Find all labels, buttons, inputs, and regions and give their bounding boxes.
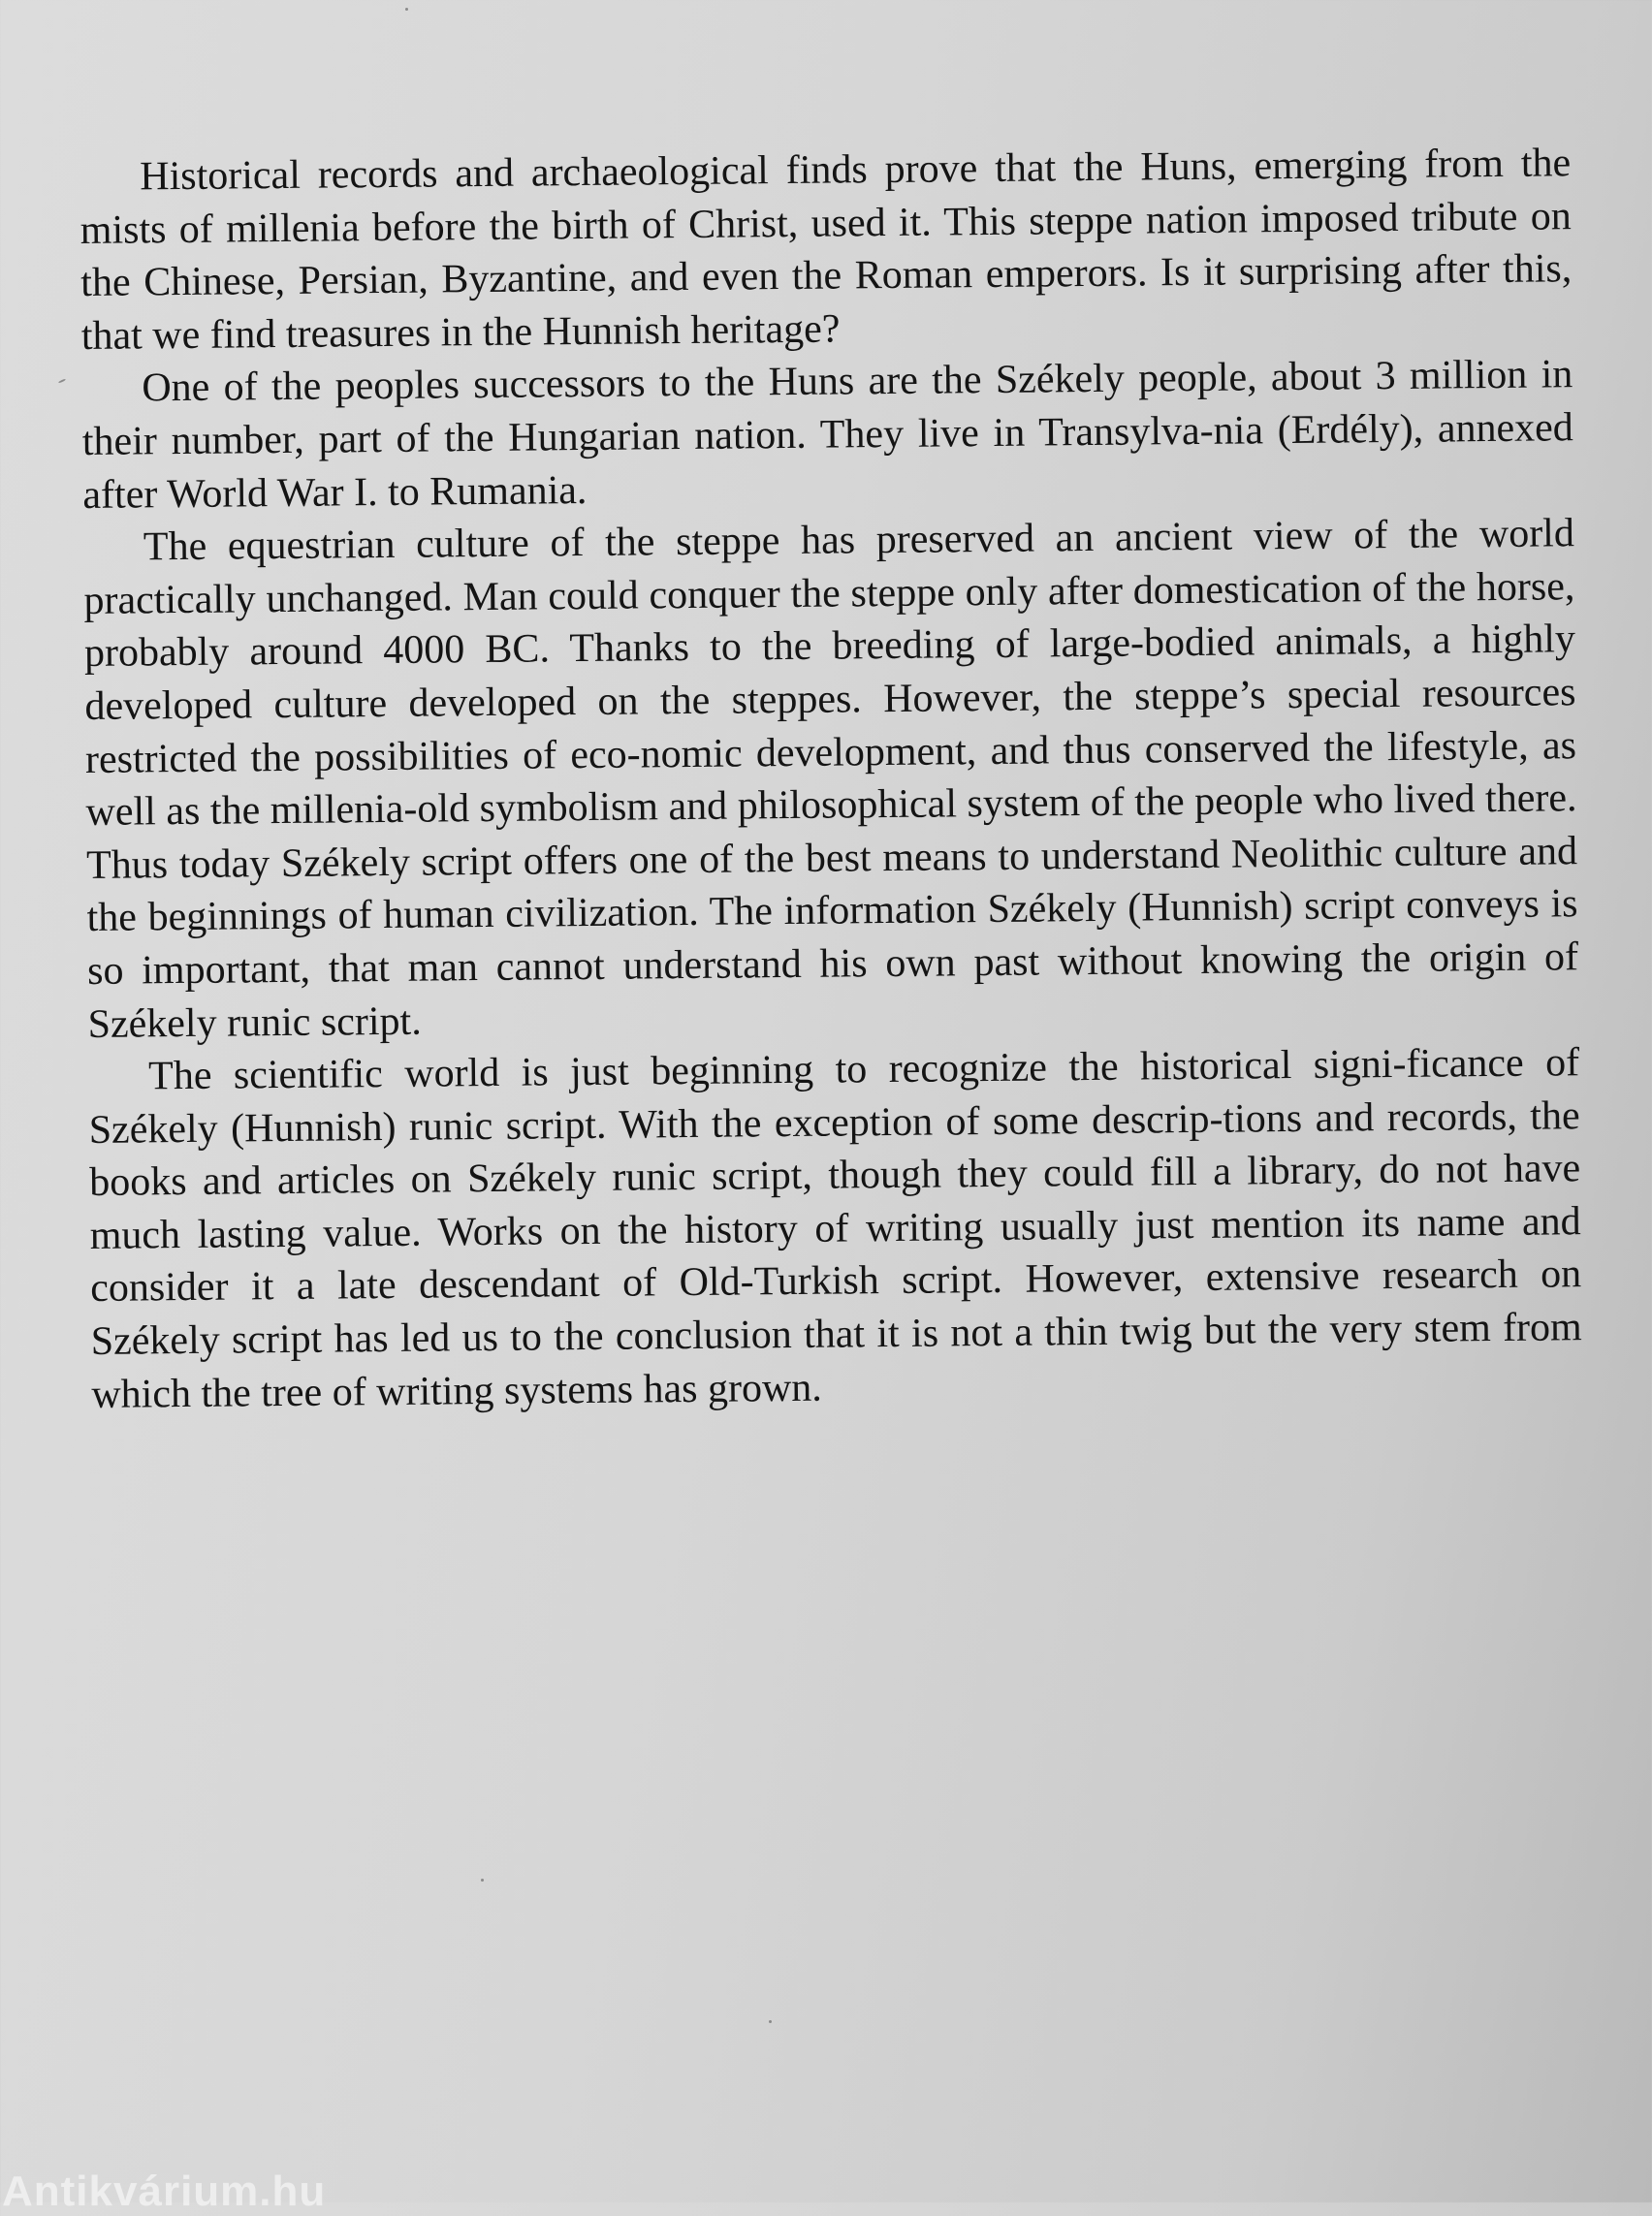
paragraph-2: One of the peoples successors to the Huns are the Székely people, about 3 million in their number, part of the Hungarian nation. They live in Transylva-nia (Erdély), annexed after World War I. to Rumania. [81, 352, 1574, 518]
body-text [79, 137, 1583, 1421]
dust-speck [481, 1879, 484, 1882]
dust-speck [769, 2020, 772, 2023]
paragraph-4: The scientific world is just beginning to recognize the historical signi-ficance of Székely (Hunnish) runic script. With the exception of some descrip-tions and records, the books and articles on Székely runic script, though they could fill a library, do not have much lasting value. Works on the history of writing usually just mention its name and consider it a late descendant of Old-Turkish script. However, extensive research on Székely script has led us to the conclusion that it is not a thin twig but the very stem from which the tree of writing systems has grown. [88, 1040, 1582, 1417]
paragraph-3: The equestrian culture of the steppe has preserved an ancient view of the world practically unchanged. Man could conquer the steppe only after domestication of the horse, probably around 4000 BC. Thanks to the breeding of large-bodied animals, a highly developed culture developed on the steppes. However, the steppe’s special resources restricted the possibilities of eco-nomic development, and thus conserved the lifestyle, as well as the millenia-old symbolism and philosophical system of the people who lived there. Thus today Székely script offers one of the best means to understand Neolithic culture and the beginnings of human civilization. The information Székely (Hunnish) script conveys is so important, that man cannot understand his own past without knowing the origin of Székely runic script. [83, 511, 1579, 1047]
paragraph-1: Historical records and archaeological finds prove that the Huns, emerging from the mists of millenia before the birth of Christ, used it. This steppe nation imposed tribute on the Chinese, Persian, Byzantine, and even the Roman emperors. Is it surprising after this, that we find treasures in the Hunnish heritage? [79, 141, 1573, 359]
watermark: Antikvárium.hu [2, 2168, 327, 2215]
dust-speck [58, 378, 66, 383]
dust-speck [405, 8, 408, 11]
